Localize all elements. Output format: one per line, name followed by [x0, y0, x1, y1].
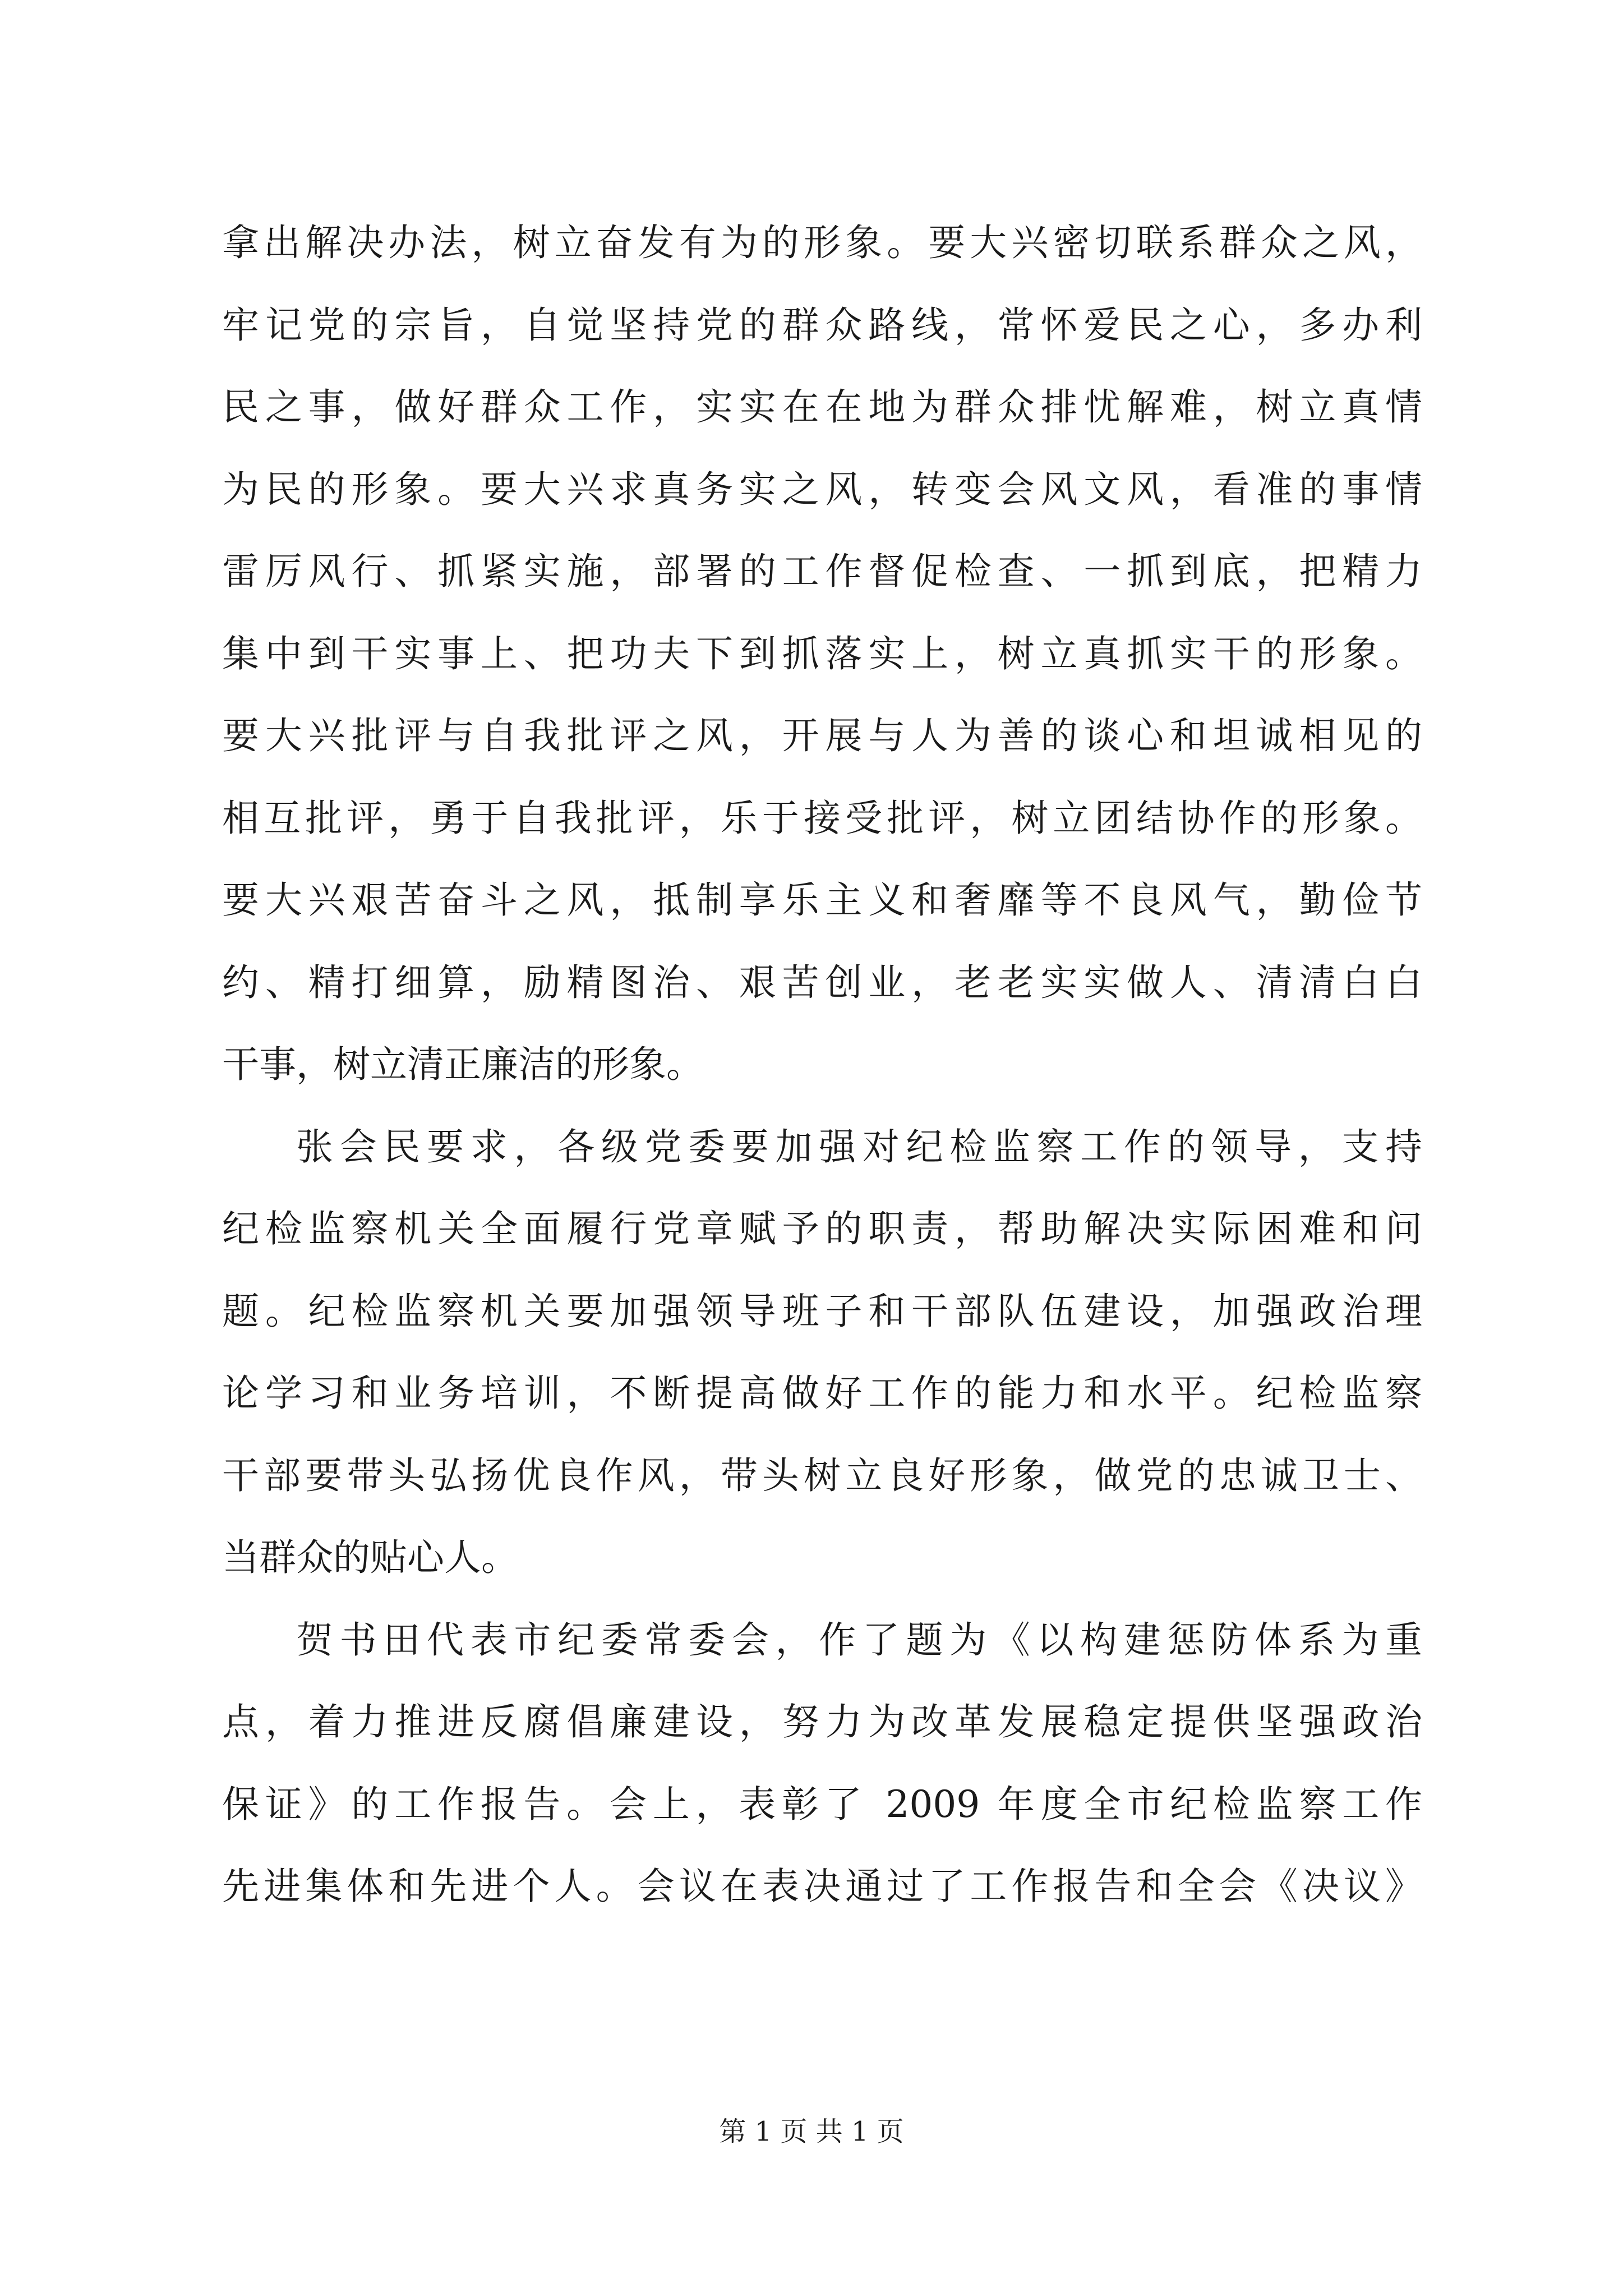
- document-body: [222, 202, 1422, 1928]
- paragraph-3-line-4: 先进集体和先进个人。会议在表决通过了工作报告和全会《决议》: [222, 1865, 1422, 1908]
- paragraph-1-line-10: 约、精打细算，励精图治、艰苦创业，老老实实做人、清清白白: [222, 960, 1422, 1004]
- paragraph-1-line-9: 要大兴艰苦奋斗之风，抵制享乐主义和奢靡等不良风气，勤俭节: [222, 878, 1422, 922]
- paragraph-1-line-2: 牢记党的宗旨，自觉坚持党的群众路线，常怀爱民之心，多办利: [222, 303, 1422, 347]
- paragraph-2-line-4: 论学习和业务培训，不断提高做好工作的能力和水平。纪检监察: [222, 1372, 1422, 1415]
- paragraph-2-line-3: 题。纪检监察机关要加强领导班子和干部队伍建设，加强政治理: [222, 1289, 1422, 1333]
- paragraph-2-line-2: 纪检监察机关全面履行党章赋予的职责，帮助解决实际困难和问: [222, 1207, 1422, 1250]
- paragraph-3-line-3: 保证》的工作报告。会上，表彰了 2009 年度全市纪检监察工作: [222, 1782, 1422, 1826]
- paragraph-3-line-2: 点，着力推进反腐倡廉建设，努力为改革发展稳定提供坚强政治: [222, 1700, 1422, 1743]
- paragraph-2-line-6: 当群众的贴心人。: [222, 1536, 518, 1579]
- paragraph-1-line-3: 民之事，做好群众工作，实实在在地为群众排忧解难，树立真情: [222, 385, 1422, 429]
- paragraph-1-line-8: 相互批评，勇于自我批评，乐于接受批评，树立团结协作的形象。: [222, 796, 1422, 840]
- paragraph-1-line-5: 雷厉风行、抓紧实施，部署的工作督促检查、一抓到底，把精力: [222, 550, 1422, 593]
- paragraph-1-line-1: 拿出解决办法，树立奋发有为的形象。要大兴密切联系群众之风，: [222, 221, 1422, 264]
- paragraph-1-line-11: 干事，树立清正廉洁的形象。: [222, 1043, 703, 1086]
- page-number-footer: 第 1 页 共 1 页: [719, 2116, 904, 2147]
- paragraph-2-line-1: 张会民要求，各级党委要加强对纪检监察工作的领导，支持: [296, 1125, 1422, 1168]
- paragraph-2-line-5: 干部要带头弘扬优良作风，带头树立良好形象，做党的忠诚卫士、: [222, 1453, 1422, 1497]
- paragraph-1-line-6: 集中到干实事上、把功夫下到抓落实上，树立真抓实干的形象。: [222, 632, 1422, 675]
- paragraph-3-line-1: 贺书田代表市纪委常委会，作了题为《以构建惩防体系为重: [296, 1618, 1422, 1662]
- paragraph-1-line-7: 要大兴批评与自我批评之风，开展与人为善的谈心和坦诚相见的: [222, 714, 1422, 757]
- paragraph-1-line-4: 为民的形象。要大兴求真务实之风，转变会风文风，看准的事情: [222, 467, 1422, 511]
